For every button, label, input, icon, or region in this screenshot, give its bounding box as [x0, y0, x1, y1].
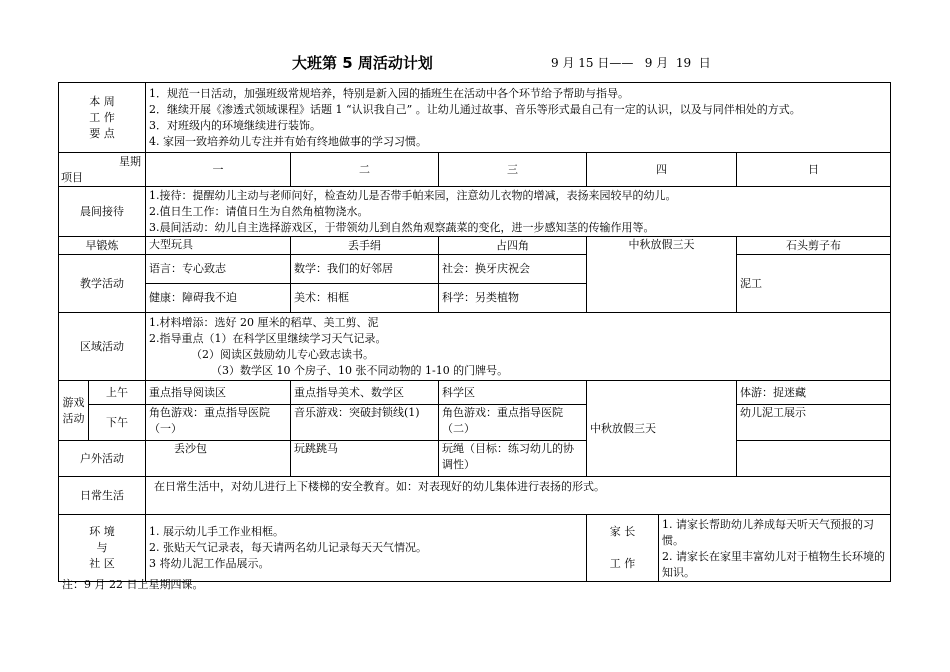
corner-header: 星期 项目	[59, 153, 146, 187]
outdoor-wed: 玩绳（目标：练习幼儿的协调性）	[439, 441, 587, 477]
teaching-mon-1: 语言：专心致志	[146, 255, 291, 284]
teaching-mon-2: 健康：障碍我不迫	[146, 284, 291, 313]
game-am-mon: 重点指导阅读区	[146, 381, 291, 405]
focus-item: 4. 家园一致培养幼儿专注并有始有终地做事的学习习惯。	[149, 134, 427, 148]
game-am-fri: 体游：捉迷藏	[737, 381, 891, 405]
teaching-label: 教学活动	[59, 255, 146, 313]
morning-content: 1.接待：提醒幼儿主动与老师问好，检查幼儿是否带手帕来园，注意幼儿衣物的增减，表扬来园较早的幼儿。 2.值日生工作：请值日生为自然角植物浇水。 3.晨间活动：幼儿自主选择游戏区，于带领幼儿到自然角观察蔬菜的变化，进一步感知茎的传输作用等。	[146, 187, 891, 237]
teaching-row-1	[59, 255, 891, 284]
game-pm-row	[59, 405, 891, 441]
game-pm-mon: 角色游戏：重点指导医院（一）	[146, 405, 291, 441]
parent-label: 家 长 工 作	[587, 515, 659, 582]
page-title: 大班第 5 周活动计划	[292, 54, 433, 72]
outdoor-fri	[737, 441, 891, 477]
focus-item: 1．规范一日活动，加强班级常规培养，特别是新入园的插班生在活动中各个环节给予帮助与指导。	[149, 86, 629, 100]
footnote: 注：9 月 22 日上星期四课。	[62, 578, 204, 591]
outdoor-label: 户外活动	[59, 441, 146, 477]
day-wed: 三	[439, 153, 587, 187]
teaching-tue-1: 数学：我们的好邻居	[291, 255, 439, 284]
date-range: 9 月 15 日—— 9 月 19 日	[551, 56, 711, 70]
exercise-mon: 大型玩具	[146, 237, 291, 255]
morning-label: 晨间接待	[59, 187, 146, 237]
teaching-wed-2: 科学：另类植物	[439, 284, 587, 313]
focus-item: 3．对班级内的环境继续进行装饰。	[149, 118, 321, 132]
daily-row	[59, 477, 891, 515]
game-am-wed: 科学区	[439, 381, 587, 405]
game-thu: 中秋放假三天	[587, 381, 737, 477]
env-content: 1. 展示幼儿手工作业相框。 2. 张贴天气记录表，每天请两名幼儿记录每天天气情况。 3 将幼儿泥工作品展示。	[146, 515, 587, 582]
day-header-row	[59, 153, 891, 187]
teaching-wed-1: 社会：换牙庆祝会	[439, 255, 587, 284]
area-content: 1.材料增添：选好 20 厘米的稻草、美工剪、泥 2.指导重点（1）在科学区里继续学习天气记录。 （2）阅读区鼓励幼儿专心致志读书。 （3）数学区 10 个房子、10 张不同动物的 1-10 的门牌号。	[146, 313, 891, 381]
activity-plan-table	[58, 82, 891, 582]
outdoor-tue: 玩跳跳马	[291, 441, 439, 477]
game-pm-wed: 角色游戏：重点指导医院（二）	[439, 405, 587, 441]
exercise-wed: 占四角	[439, 237, 587, 255]
exercise-row	[59, 237, 891, 255]
game-pm-tue: 音乐游戏：突破封锁线(1)	[291, 405, 439, 441]
day-thu: 四	[587, 153, 737, 187]
area-row	[59, 313, 891, 381]
daily-content: 在日常生活中，对幼儿进行上下楼梯的安全教育。如：对表现好的幼儿集体进行表扬的形式。	[146, 477, 891, 515]
game-label: 游戏 活动	[59, 381, 89, 441]
focus-item: 2．继续开展《渗透式领域课程》话题 1 “认识我自己” 。让幼儿通过故事、音乐等形式最自己有一定的认识，以及与同伴相处的方式。	[149, 102, 801, 116]
exercise-label: 早锻炼	[59, 237, 146, 255]
area-label: 区域活动	[59, 313, 146, 381]
game-pm-fri: 幼儿泥工展示	[737, 405, 891, 441]
focus-label: 本 周 工 作 要 点	[59, 83, 146, 153]
day-fri: 日	[737, 153, 891, 187]
outdoor-mon: 丢沙包	[146, 441, 291, 477]
morning-row	[59, 187, 891, 237]
outdoor-row	[59, 441, 891, 477]
env-label: 环 境 与 社 区	[59, 515, 146, 582]
teaching-tue-2: 美术：相框	[291, 284, 439, 313]
exercise-tue: 丢手绢	[291, 237, 439, 255]
game-pm-label: 下午	[89, 405, 146, 441]
exercise-fri: 石头剪子布	[737, 237, 891, 255]
daily-label: 日常生活	[59, 477, 146, 515]
day-mon: 一	[146, 153, 291, 187]
exercise-thu: 中秋放假三天	[587, 237, 737, 313]
teaching-fri: 泥工	[737, 255, 891, 313]
day-tue: 二	[291, 153, 439, 187]
focus-content	[146, 83, 891, 153]
game-am-tue: 重点指导美术、数学区	[291, 381, 439, 405]
parent-content: 1. 请家长帮助幼儿养成每天听天气预报的习惯。 2. 请家长在家里丰富幼儿对于植物生长环境的知识。	[659, 515, 891, 582]
env-parent-row	[59, 515, 891, 582]
game-am-row	[59, 381, 891, 405]
focus-row	[59, 83, 891, 153]
game-am-label: 上午	[89, 381, 146, 405]
